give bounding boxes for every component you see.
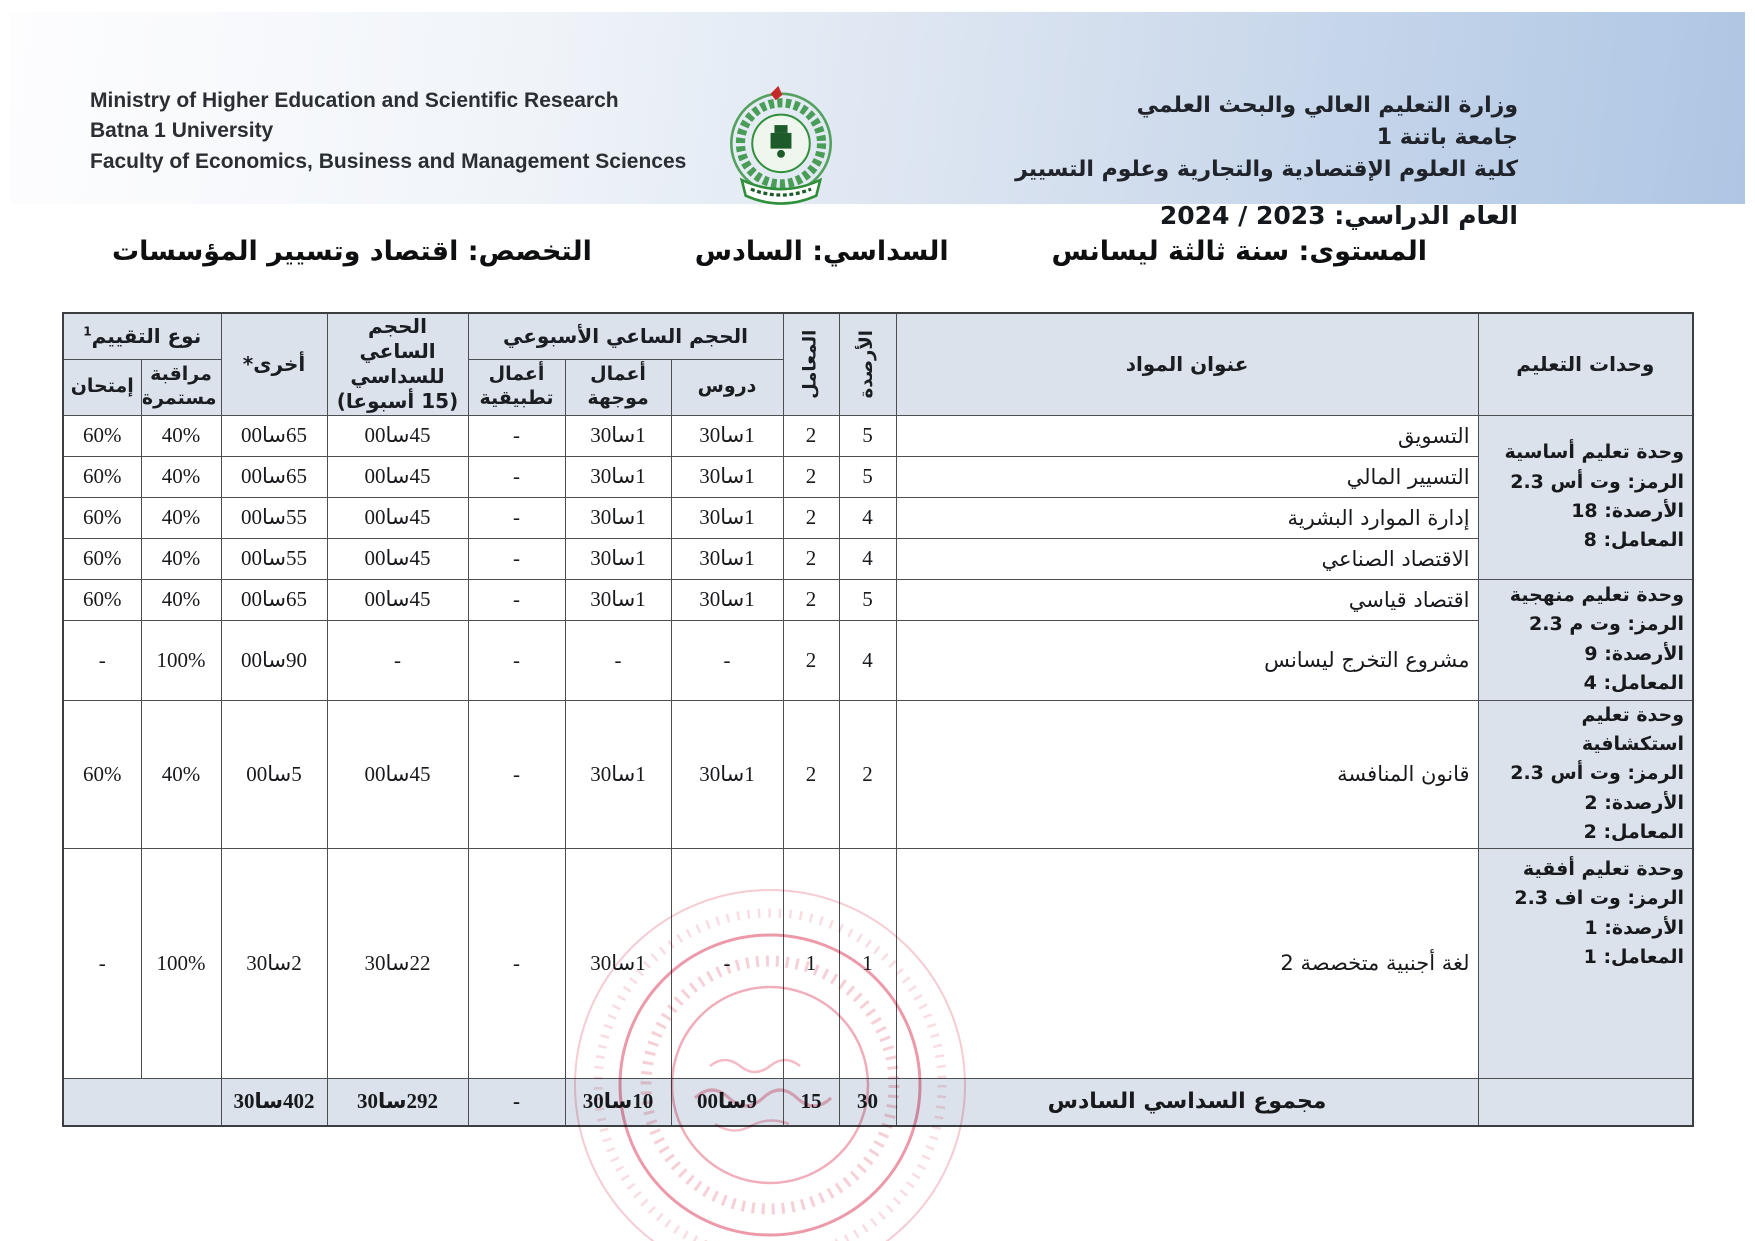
- course-table-wrapper: [62, 312, 1694, 1127]
- continuous-assessment-cell: 40%: [141, 456, 221, 497]
- other-hours-cell: 90سا00: [221, 620, 327, 700]
- directed-work-cell: -: [565, 620, 671, 700]
- other-hours-cell: 65سا00: [221, 579, 327, 620]
- header-coefficient: [783, 313, 839, 415]
- semester-hours-cell: 22سا30: [327, 848, 468, 1078]
- course-row: [63, 456, 1693, 497]
- coefficient-cell: 2: [783, 579, 839, 620]
- course-title-cell: التسويق: [896, 415, 1478, 456]
- header-coefficient-label: المعامل: [799, 329, 821, 399]
- other-hours-cell: 5سا00: [221, 700, 327, 848]
- exam-cell: 60%: [63, 415, 141, 456]
- lectures-cell: 1سا30: [671, 538, 783, 579]
- credits-cell: 5: [839, 415, 896, 456]
- header-units: وحدات التعليم: [1478, 313, 1693, 415]
- exam-cell: 60%: [63, 497, 141, 538]
- coefficient-cell: 2: [783, 620, 839, 700]
- semester-hours-cell: 45سا00: [327, 415, 468, 456]
- credits-cell: 4: [839, 538, 896, 579]
- total-credits-cell: 30: [839, 1078, 896, 1126]
- teaching-unit-cell: وحدة تعليم أساسية الرمز: وت أس 2.3 الأرصدة: 18 المعامل: 8: [1478, 415, 1693, 579]
- continuous-assessment-cell: 100%: [141, 848, 221, 1078]
- directed-work-cell: 1سا30: [565, 456, 671, 497]
- credits-cell: 2: [839, 700, 896, 848]
- other-hours-cell: 65سا00: [221, 415, 327, 456]
- faculty-line-ar: كلية العلوم الإقتصادية والتجارية وعلوم التسيير: [1015, 156, 1518, 182]
- lectures-cell: 1سا30: [671, 579, 783, 620]
- course-row: [63, 497, 1693, 538]
- course-row: [63, 700, 1693, 848]
- total-lectures-cell: 9سا00: [671, 1078, 783, 1126]
- info-semester: السداسي: السادس: [694, 236, 949, 267]
- course-title-cell: اقتصاد قياسي: [896, 579, 1478, 620]
- course-row: [63, 620, 1693, 700]
- ministry-line-ar: وزارة التعليم العالي والبحث العلمي: [1136, 93, 1518, 118]
- faculty-line-en: Faculty of Economics, Business and Management Sciences: [90, 149, 687, 173]
- continuous-assessment-cell: 40%: [141, 538, 221, 579]
- directed-work-cell: 1سا30: [565, 700, 671, 848]
- directed-work-cell: 1سا30: [565, 579, 671, 620]
- header-credits-label: الأرصدة: [856, 330, 878, 399]
- info-specialty: التخصص: اقتصاد وتسيير المؤسسات: [112, 236, 592, 267]
- header-evaluation: [63, 313, 221, 359]
- course-title-cell: مشروع التخرج ليسانس: [896, 620, 1478, 700]
- practical-work-cell: -: [468, 538, 565, 579]
- semester-hours-cell: 45سا00: [327, 579, 468, 620]
- credits-cell: 1: [839, 848, 896, 1078]
- header-course-title: عنوان المواد: [896, 313, 1478, 415]
- semester-hours-cell: 45سا00: [327, 456, 468, 497]
- exam-cell: 60%: [63, 579, 141, 620]
- coefficient-cell: 2: [783, 700, 839, 848]
- header-lectures: دروس: [671, 359, 783, 415]
- total-semester-hours-cell: 292سا30: [327, 1078, 468, 1126]
- header-practical-work: أعمال تطبيقية: [468, 359, 565, 415]
- practical-work-cell: -: [468, 415, 565, 456]
- other-hours-cell: 55سا00: [221, 538, 327, 579]
- header-directed-work: أعمال موجهة: [565, 359, 671, 415]
- practical-work-cell: -: [468, 579, 565, 620]
- total-coefficient-cell: 15: [783, 1078, 839, 1126]
- credits-cell: 4: [839, 620, 896, 700]
- credits-cell: 4: [839, 497, 896, 538]
- course-title-cell: لغة أجنبية متخصصة 2: [896, 848, 1478, 1078]
- lectures-cell: 1سا30: [671, 456, 783, 497]
- semester-hours-cell: 45سا00: [327, 700, 468, 848]
- university-line-en: Batna 1 University: [90, 119, 274, 143]
- total-other-hours-cell: 402سا30: [221, 1078, 327, 1126]
- continuous-assessment-cell: 40%: [141, 415, 221, 456]
- credits-cell: 5: [839, 456, 896, 497]
- header-semester-hours: الحجم الساعي للسداسي (15 أسبوعا): [327, 313, 468, 415]
- lectures-cell: 1سا30: [671, 497, 783, 538]
- semester-hours-cell: -: [327, 620, 468, 700]
- teaching-unit-cell: وحدة تعليم استكشافية الرمز: وت أس 2.3 الأرصدة: 2 المعامل: 2: [1478, 700, 1693, 848]
- continuous-assessment-cell: 100%: [141, 620, 221, 700]
- directed-work-cell: 1سا30: [565, 497, 671, 538]
- header-other: أخرى*: [221, 313, 327, 415]
- total-practical-work-cell: -: [468, 1078, 565, 1126]
- academic-year: العام الدراسي: 2023 / 2024: [1159, 200, 1518, 230]
- exam-cell: 60%: [63, 700, 141, 848]
- course-row: [63, 538, 1693, 579]
- ministry-text-en: [90, 86, 686, 177]
- course-row: [63, 579, 1693, 620]
- other-hours-cell: 2سا30: [221, 848, 327, 1078]
- course-table: [62, 312, 1694, 1127]
- other-hours-cell: 65سا00: [221, 456, 327, 497]
- directed-work-cell: 1سا30: [565, 848, 671, 1078]
- exam-cell: -: [63, 848, 141, 1078]
- lectures-cell: -: [671, 848, 783, 1078]
- teaching-unit-cell: وحدة تعليم منهجية الرمز: وت م 2.3 الأرصدة: 9 المعامل: 4: [1478, 579, 1693, 700]
- practical-work-cell: -: [468, 456, 565, 497]
- exam-cell: 60%: [63, 538, 141, 579]
- header-evaluation-label: نوع التقييم: [91, 323, 202, 348]
- info-line: [112, 236, 1427, 267]
- practical-work-cell: -: [468, 497, 565, 538]
- exam-cell: 60%: [63, 456, 141, 497]
- total-units-cell: [1478, 1078, 1693, 1126]
- header-weekly-hours: الحجم الساعي الأسبوعي: [468, 313, 783, 359]
- course-title-cell: الاقتصاد الصناعي: [896, 538, 1478, 579]
- university-logo-icon: [715, 78, 847, 214]
- info-level: المستوى: سنة ثالثة ليسانس: [1051, 236, 1427, 267]
- course-row: [63, 415, 1693, 456]
- course-title-cell: إدارة الموارد البشرية: [896, 497, 1478, 538]
- lectures-cell: -: [671, 620, 783, 700]
- practical-work-cell: -: [468, 620, 565, 700]
- header-continuous: مراقبة مستمرة: [141, 359, 221, 415]
- directed-work-cell: 1سا30: [565, 538, 671, 579]
- continuous-assessment-cell: 40%: [141, 497, 221, 538]
- semester-hours-cell: 45سا00: [327, 538, 468, 579]
- semester-hours-cell: 45سا00: [327, 497, 468, 538]
- practical-work-cell: -: [468, 848, 565, 1078]
- ministry-line-en: Ministry of Higher Education and Scientific Research: [90, 89, 619, 112]
- course-title-cell: قانون المنافسة: [896, 700, 1478, 848]
- coefficient-cell: 2: [783, 415, 839, 456]
- total-directed-work-cell: 10سا30: [565, 1078, 671, 1126]
- header-credits: [839, 313, 896, 415]
- coefficient-cell: 2: [783, 538, 839, 579]
- directed-work-cell: 1سا30: [565, 415, 671, 456]
- university-line-ar: جامعة باتنة 1: [1376, 124, 1518, 150]
- evaluation-footnote-mark: 1: [83, 324, 92, 339]
- course-row: [63, 848, 1693, 1078]
- total-row: [63, 1078, 1693, 1126]
- total-evaluation-cell: [63, 1078, 221, 1126]
- practical-work-cell: -: [468, 700, 565, 848]
- lectures-cell: 1سا30: [671, 415, 783, 456]
- other-hours-cell: 55سا00: [221, 497, 327, 538]
- header-exam: إمتحان: [63, 359, 141, 415]
- continuous-assessment-cell: 40%: [141, 579, 221, 620]
- course-table-body: [63, 415, 1693, 1126]
- coefficient-cell: 2: [783, 456, 839, 497]
- credits-cell: 5: [839, 579, 896, 620]
- course-title-cell: التسيير المالي: [896, 456, 1478, 497]
- teaching-unit-cell: وحدة تعليم أفقية الرمز: وت اف 2.3 الأرصدة: 1 المعامل: 1: [1478, 848, 1693, 1078]
- exam-cell: -: [63, 620, 141, 700]
- continuous-assessment-cell: 40%: [141, 700, 221, 848]
- coefficient-cell: 1: [783, 848, 839, 1078]
- lectures-cell: 1سا30: [671, 700, 783, 848]
- ministry-text-ar: [1015, 90, 1518, 234]
- coefficient-cell: 2: [783, 497, 839, 538]
- total-label-cell: مجموع السداسي السادس: [896, 1078, 1478, 1126]
- header-band: [10, 12, 1745, 230]
